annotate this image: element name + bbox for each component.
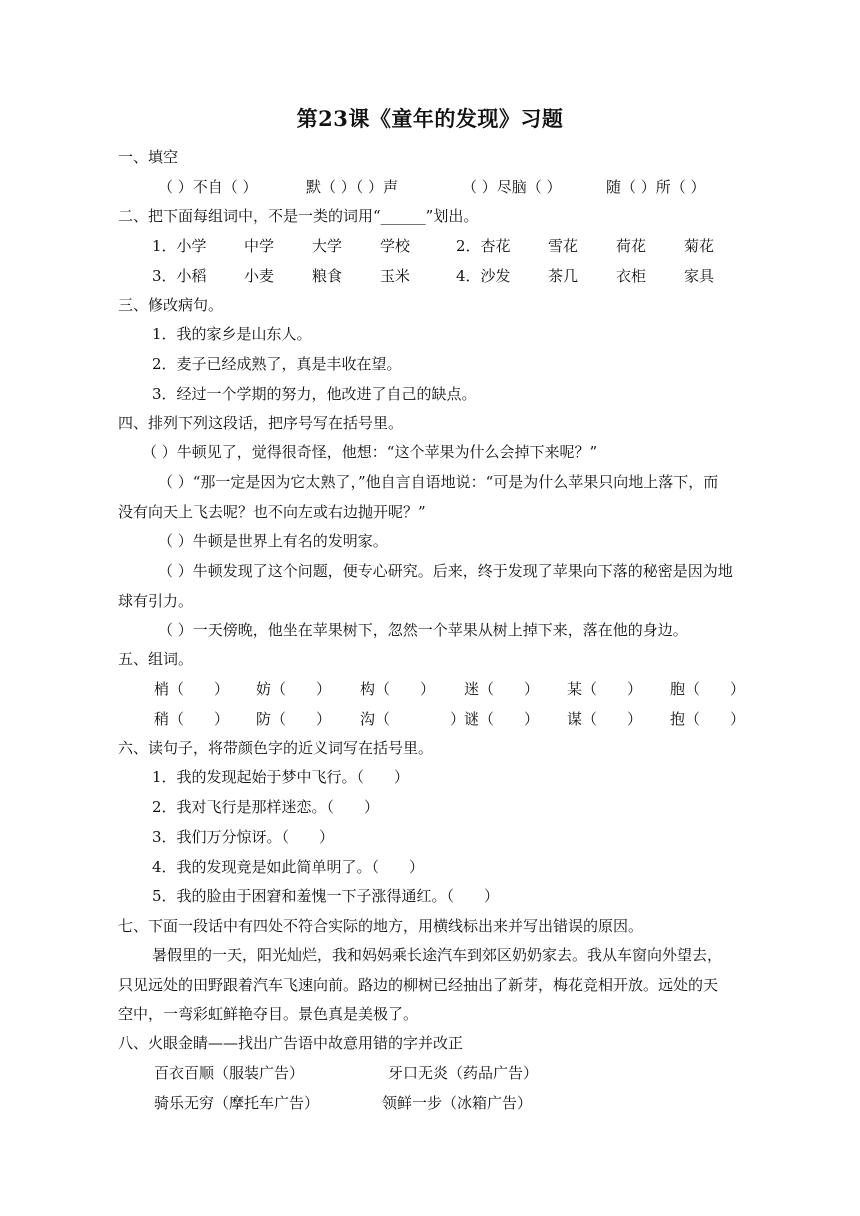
word-group-item: 2．杏花 [456, 237, 511, 255]
ad-slogan-item: 百衣百顺（服装广告） [154, 1064, 305, 1082]
word-group-item: 雪花 [548, 237, 579, 255]
sentence-item: 1．我的家乡是山东人。 [152, 325, 312, 343]
word-group-item: 学校 [380, 237, 411, 255]
fill-blank-item: 默（ ）（ ）声 [306, 178, 399, 196]
section-4-heading: 四、排列下列这段话，把序号写在括号里。 [118, 414, 404, 432]
ad-slogan-item: 骑乐无穷（摩托车广告） [154, 1094, 320, 1112]
word-group-item: 大学 [312, 237, 343, 255]
word-group-item: 4．沙发 [456, 267, 511, 285]
synonym-item: 5．我的脸由于困窘和羞愧一下子涨得通红。（ ） [152, 887, 500, 905]
word-group-item: 衣柜 [616, 267, 647, 285]
word-build-item: 谜（ ） [464, 710, 540, 728]
word-build-item: 沟（ ） [360, 710, 466, 728]
passage-line: 空中，一弯彩虹鲜艳夺目。景色真是美极了。 [118, 1005, 419, 1023]
ordering-item: （ ）牛顿见了，觉得很奇怪，他想：“这个苹果为什么会掉下来呢？” [142, 443, 598, 461]
passage-line: 暑假里的一天，阳光灿烂，我和妈妈乘长途汽车到郊区奶奶家去。我从车窗向外望去， [152, 946, 723, 964]
ordering-item: （ ）“那一定是因为它太熟了，”他自言自语地说：“可是为什么苹果只向地上落下，而 [158, 473, 719, 491]
word-group-item: 1．小学 [152, 237, 207, 255]
ad-slogan-item: 领鲜一步（冰箱广告） [382, 1094, 533, 1112]
word-build-item: 谋（ ） [567, 710, 643, 728]
synonym-item: 3．我们万分惊讶。（ ） [152, 828, 335, 846]
word-group-item: 玉米 [380, 267, 411, 285]
fill-blank-item: 随（ ）所（ ） [606, 178, 706, 196]
section-3-heading: 三、修改病句。 [118, 296, 224, 314]
word-build-item: 妨（ ） [256, 680, 332, 698]
word-group-item: 荷花 [616, 237, 647, 255]
word-group-item: 菊花 [684, 237, 715, 255]
sentence-item: 3．经过一个学期的努力，他改进了自己的缺点。 [152, 385, 477, 403]
ad-slogan-item: 牙口无炎（药品广告） [388, 1064, 539, 1082]
word-build-item: 迷（ ） [464, 680, 540, 698]
word-group-item: 茶几 [548, 267, 579, 285]
word-group-item: 小麦 [244, 267, 275, 285]
word-build-item: 抱（ ） [670, 710, 746, 728]
word-group-item: 中学 [244, 237, 275, 255]
word-build-item: 构（ ） [360, 680, 436, 698]
synonym-item: 1．我的发现起始于梦中飞行。（ ） [152, 768, 410, 786]
word-build-item: 稍（ ） [154, 710, 230, 728]
page-title: 第23课《童年的发现》习题 [296, 106, 564, 131]
ordering-item-continued: 球有引力。 [118, 592, 194, 610]
ordering-item-continued: 没有向天上飞去呢？也不向左或右边抛开呢？” [118, 503, 426, 521]
ordering-item: （ ）一天傍晚，他坐在苹果树下，忽然一个苹果从树上掉下来，落在他的身边。 [158, 621, 688, 639]
ordering-item: （ ）牛顿是世界上有名的发明家。 [158, 532, 388, 550]
word-build-item: 梢（ ） [154, 680, 230, 698]
fill-blank-item: （ ）不自（ ） [158, 178, 258, 196]
passage-line: 只见远处的田野跟着汽车飞速向前。路边的柳树已经抽出了新芽，梅花竞相开放。远处的天 [118, 976, 719, 994]
word-group-item: 粮食 [312, 267, 343, 285]
synonym-item: 4．我的发现竟是如此简单明了。（ ） [152, 858, 425, 876]
word-build-item: 某（ ） [567, 680, 643, 698]
section-1-heading: 一、填空 [118, 148, 179, 166]
word-build-item: 防（ ） [256, 710, 332, 728]
section-5-heading: 五、组词。 [118, 650, 194, 668]
ordering-item: （ ）牛顿发现了这个问题，便专心研究。后来，终于发现了苹果向下落的秘密是因为地 [158, 562, 733, 580]
section-2-heading: 二、把下面每组词中，不是一类的词用“______”划出。 [118, 207, 479, 225]
word-build-item: 胞（ ） [670, 680, 746, 698]
word-group-item: 家具 [684, 267, 715, 285]
section-6-heading: 六、读句子，将带颜色字的近义词写在括号里。 [118, 739, 434, 757]
synonym-item: 2．我对飞行是那样迷恋。（ ） [152, 798, 380, 816]
section-8-heading: 八、火眼金睛——找出广告语中故意用错的字并改正 [118, 1034, 464, 1052]
word-group-item: 3．小稻 [152, 267, 207, 285]
sentence-item: 2．麦子已经成熟了，真是丰收在望。 [152, 355, 402, 373]
fill-blank-item: （ ）尽脑（ ） [462, 178, 562, 196]
section-7-heading: 七、下面一段话中有四处不符合实际的地方，用横线标出来并写出错误的原因。 [118, 917, 644, 935]
